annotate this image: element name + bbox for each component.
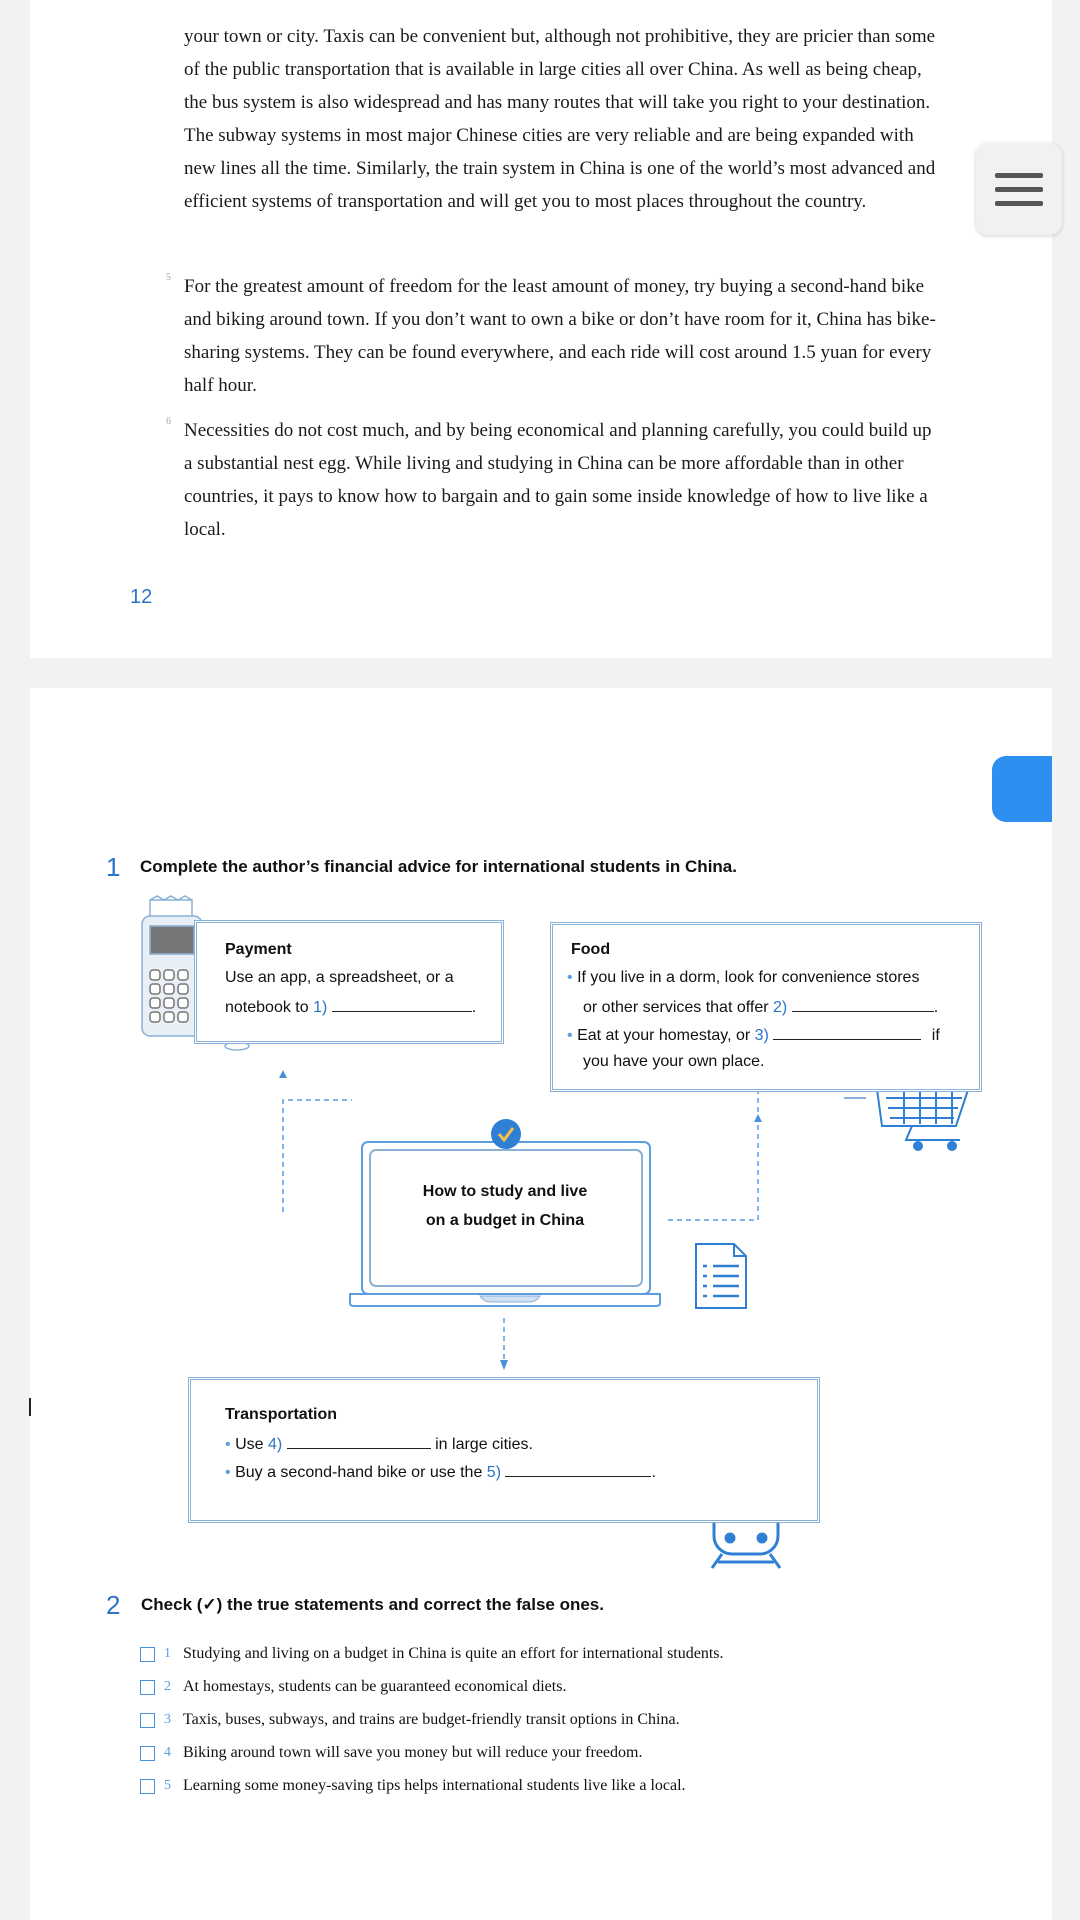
statement-2-text: At homestays, students can be guaranteed economical diets. — [183, 1678, 567, 1695]
blank-2-number: 2) — [773, 999, 788, 1016]
food-bullet-2-line-1 — [567, 1025, 940, 1045]
statement-4-number: 4 — [164, 1745, 171, 1760]
food-bullet-2-post: if — [931, 1027, 940, 1044]
menu-icon-bar — [995, 187, 1043, 192]
menu-icon-bar — [995, 201, 1043, 206]
transportation-bullet-2-end: . — [651, 1464, 656, 1481]
blank-5[interactable] — [505, 1462, 651, 1477]
checkbox-1[interactable] — [140, 1647, 155, 1662]
checkbox-3[interactable] — [140, 1713, 155, 1728]
payment-box — [194, 920, 504, 1044]
page-number: 12 — [130, 586, 153, 608]
center-title — [380, 1177, 630, 1235]
shopping-cart-icon — [844, 1082, 968, 1150]
blank-5-number: 5) — [486, 1464, 502, 1481]
statement-1-number: 1 — [164, 1646, 171, 1661]
statement-1 — [140, 1643, 724, 1665]
blank-3[interactable] — [773, 1025, 921, 1040]
paragraph-6: Necessities do not cost much, and by being economical and planning carefully, you could build up a substantial nest egg. While living and studying in China can be more affordable than in other countries, it pays to know how to bargain and to gain some inside knowledge of how to live like a local. — [184, 420, 932, 540]
payment-line-2-text: notebook to — [225, 999, 309, 1016]
checkbox-2[interactable] — [140, 1680, 155, 1695]
statement-3-text: Taxis, buses, subways, and trains are budget-friendly transit options in China. — [183, 1711, 680, 1728]
center-title-line-1: How to study and live — [422, 1183, 588, 1200]
transportation-bullet-2 — [225, 1462, 656, 1482]
bullet-dot: • — [225, 1464, 231, 1481]
transportation-bullet-1-post: in large cities. — [435, 1436, 533, 1453]
transportation-bullet-1-pre: Use — [235, 1436, 264, 1453]
blank-3-number: 3) — [754, 1027, 769, 1044]
blank-4-number: 4) — [267, 1436, 283, 1453]
statement-5-text: Learning some money-saving tips helps international students live like a local. — [183, 1777, 686, 1794]
blank-2[interactable] — [792, 997, 934, 1012]
statement-5-number: 5 — [164, 1778, 171, 1793]
transportation-heading: Transportation — [225, 1406, 338, 1423]
statement-4-text: Biking around town will save you money but will reduce your freedom. — [183, 1744, 643, 1761]
food-bullet-1-end: . — [933, 999, 939, 1016]
payment-line-2-end: . — [471, 999, 477, 1016]
payment-line-1: Use an app, a spreadsheet, or a — [225, 969, 454, 986]
statement-4 — [140, 1742, 642, 1764]
statement-1-text: Studying and living on a budget in China is quite an effort for international students. — [183, 1645, 724, 1662]
paragraph-6-number: 6 — [166, 416, 171, 427]
exercise-1-title: Complete the author’s financial advice for international students in China. — [140, 857, 737, 876]
arrow-down-icon — [500, 1360, 508, 1370]
bullet-dot: • — [567, 969, 573, 986]
menu-button[interactable] — [976, 143, 1062, 235]
center-title-line-2: on a budget in China — [425, 1212, 585, 1229]
transportation-box — [188, 1377, 820, 1523]
exercise-1-number: 1 — [106, 852, 121, 882]
food-bullet-2-text: Eat at your homestay, or — [577, 1027, 751, 1044]
checkbox-4[interactable] — [140, 1746, 155, 1761]
reading-page — [30, 0, 1052, 658]
bullet-dot: • — [225, 1436, 231, 1453]
food-bullet-1-line-2-text: or other services that offer — [583, 999, 769, 1016]
transportation-bullet-2-pre: Buy a second-hand bike or use the — [235, 1464, 483, 1481]
paragraph-4-continued: your town or city. Taxis can be convenient but, although not prohibitive, they are pricier than some of the public transportation that is available in large cities all over China. As well as being cheap, the bus system is also widespread and has many routes that will take you right to your destination. The subway systems in most major Chinese cities are very reliable and are being expanded with new lines all the time. Similarly, the train system in China is one of the world’s most advanced and efficient systems of transportation and will get you to most places throughout the country. — [184, 26, 936, 212]
paragraph-5-number: 5 — [166, 272, 171, 283]
payment-heading: Payment — [225, 941, 292, 958]
transportation-bullet-1 — [225, 1434, 533, 1454]
food-bullet-1-text: If you live in a dorm, look for convenience stores — [577, 969, 920, 986]
statement-5 — [140, 1775, 686, 1797]
paragraph-5: For the greatest amount of freedom for the least amount of money, try buying a second-hand bike and biking around town. If you don’t want to own a bike or don’t have room for it, China has bike-sharing systems. They can be found everywhere, and each ride will cost around 1.5 yuan for every half hour. — [184, 276, 936, 396]
payment-line-2 — [225, 997, 476, 1017]
blank-4[interactable] — [287, 1434, 431, 1449]
unit-label: UNIT 1 — [1010, 773, 1026, 824]
food-bullet-2-line-2: you have your own place. — [583, 1053, 765, 1070]
exercise-2-title: Check (✓) the true statements and correct the false ones. — [141, 1595, 604, 1614]
statement-3 — [140, 1709, 680, 1731]
exercise-2-number: 2 — [106, 1590, 121, 1620]
checkmark-badge-icon — [491, 1119, 521, 1149]
text-cursor — [29, 1398, 31, 1416]
food-heading: Food — [571, 941, 611, 958]
pos-terminal-icon — [142, 896, 202, 1036]
arrow-up-right-icon — [754, 1114, 762, 1122]
checkbox-5[interactable] — [140, 1779, 155, 1794]
food-bullet-1-line-1 — [567, 969, 919, 987]
food-bullet-1-line-2 — [583, 997, 938, 1017]
menu-icon — [995, 173, 1043, 178]
arrow-up-left-icon — [279, 1070, 287, 1078]
statement-2-number: 2 — [164, 1679, 171, 1694]
statement-3-number: 3 — [164, 1712, 171, 1727]
blank-1-number: 1) — [313, 999, 328, 1016]
statement-2 — [140, 1676, 566, 1698]
document-icon — [696, 1244, 746, 1308]
bullet-dot: • — [567, 1027, 573, 1044]
food-box — [550, 922, 982, 1092]
blank-1[interactable] — [332, 997, 472, 1012]
